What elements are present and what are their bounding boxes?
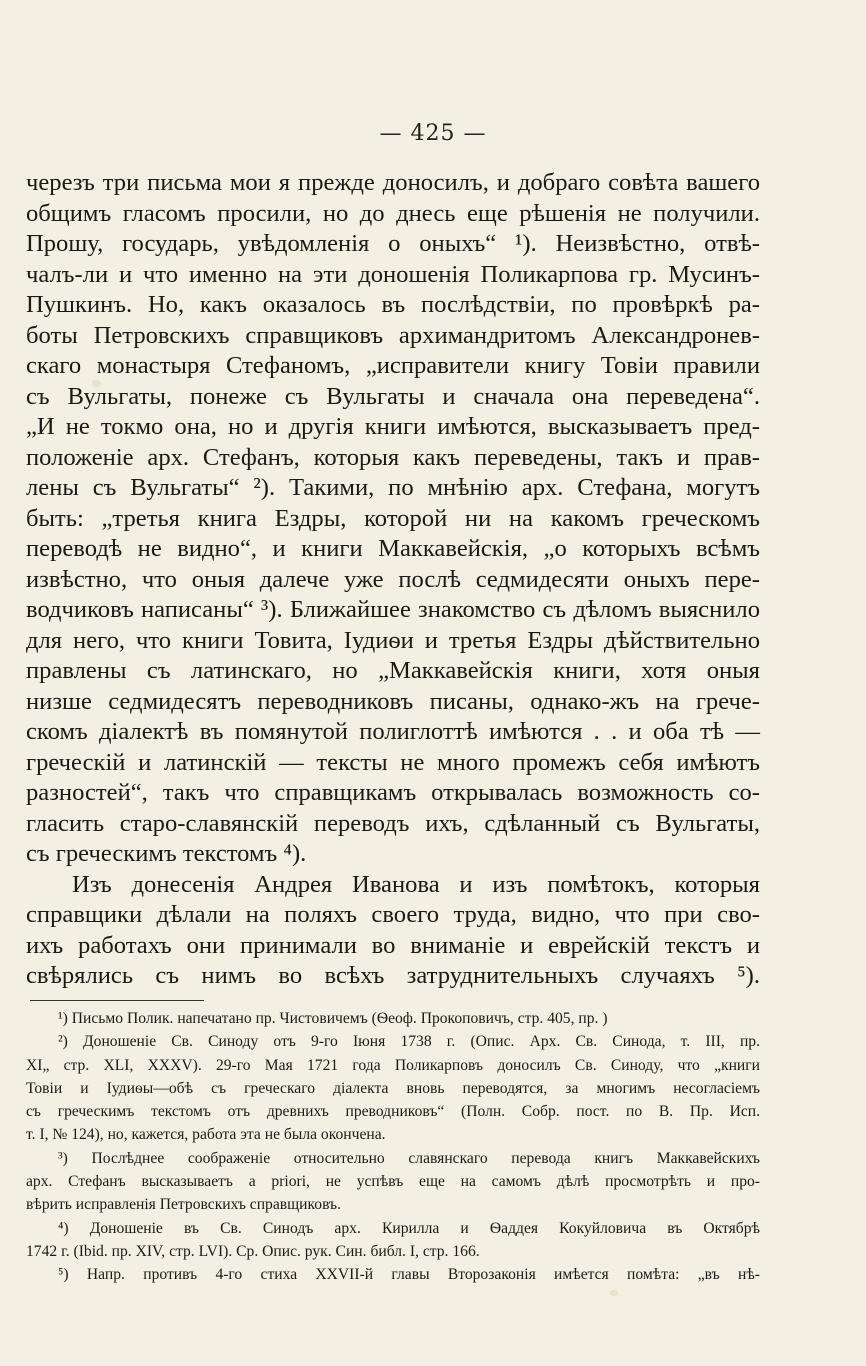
text-line: Пушкинъ. Но, какъ оказалось въ послѣдствіи, по провѣркѣ ра- (26, 291, 760, 318)
text-line: Изъ донесенія Андрея Иванова и изъ помѣтокъ, которыя (72, 870, 760, 898)
text-line: „И не токмо она, но и другія книги имѣются, высказываетъ пред- (26, 413, 760, 440)
text-line: правлены съ латинскаго, но „Маккавейскія книги, хотя оныя (26, 657, 760, 684)
footnote-line: 1742 г. (Ibid. пр. XIV, стр. LVI). Ср. Опис. рук. Син. библ. I, стр. 166. (26, 1242, 480, 1260)
page-number: — 425 — (379, 121, 487, 146)
text-line: чалъ-ли и что именно на эти доношенія Поликарпова гр. Мусинъ- (26, 260, 760, 288)
footnote-line: вѣрить исправленія Петровскихъ справщиковъ. (26, 1196, 342, 1214)
text-line: справщики дѣлали на поляхъ своего труда, видно, что при сво- (26, 901, 760, 928)
footnotes (26, 1007, 760, 1287)
text-line: для него, что книги Товита, Іудиѳи и третья Ездры дѣйствительно (26, 626, 760, 654)
footnote-line: ³) Послѣднее соображеніе относительно славянскаго перевода книгъ Маккавейскихъ (58, 1149, 760, 1167)
footnote-divider (30, 1000, 204, 1001)
text-line: лены съ Вульгаты“ ²). Такими, по мнѣнію арх. Стефана, могутъ (26, 474, 760, 501)
main-text (26, 168, 760, 992)
footnote-line: съ греческимъ текстомъ отъ древнихъ преводниковъ“ (Полн. Собр. пост. по В. Пр. Исп. (26, 1103, 760, 1121)
footnote-line: ²) Доношеніе Св. Синоду отъ 9-го Іюня 1738 г. (Опис. Арх. Св. Синода, т. III, пр. (58, 1033, 760, 1051)
text-line: водчиковъ написаны“ ³). Ближайшее знакомство съ дѣломъ выяснило (26, 596, 760, 623)
text-line: скомъ діалектѣ въ помянутой полиглоттѣ имѣются . . и оба тѣ — (26, 718, 760, 745)
text-line: разностей“, такъ что справщикамъ открывалась возможность со- (26, 779, 760, 806)
footnote-line: ⁴) Доношеніе въ Св. Синодъ арх. Кирилла и Ѳаддея Кокуйловича въ Октябрѣ (58, 1219, 760, 1237)
text-line: общимъ гласомъ просили, но до днесь еще рѣшенія не получили. (26, 199, 760, 227)
text-line: черезъ три письма мои я прежде доносилъ, и добраго совѣта вашего (26, 169, 760, 196)
paper-stain (610, 1290, 618, 1296)
text-line: свѣрялись съ нимъ во всѣхъ затруднительныхъ случаяхъ ⁵). (26, 962, 760, 989)
text-line: съ греческимъ текстомъ ⁴). (26, 840, 307, 867)
text-line: извѣстно, что оныя далече уже послѣ седмидесяти оныхъ пере- (26, 565, 760, 593)
footnote-line: ⁵) Напр. противъ 4-го стиха XXVII-й главы Второзаконія имѣется помѣта: „въ нѣ- (58, 1266, 760, 1284)
text-line: Прошу, государь, увѣдомленія о оныхъ“ ¹). Неизвѣстно, отвѣ- (26, 230, 760, 257)
footnote-line: Товіи и Іудиѳы—обѣ съ греческаго діалекта вновь переводятся, за многимъ несогласіемъ (26, 1079, 760, 1097)
text-line: быть: „третья книга Ездры, которой ни на какомъ греческомъ (26, 504, 760, 532)
text-line: гласить старо-славянскій переводъ ихъ, сдѣланный съ Вульгаты, (26, 809, 760, 837)
footnote-line: арх. Стефанъ высказываетъ a priori, не успѣвъ еще на самомъ дѣлѣ просмотрѣть и про- (26, 1173, 760, 1191)
footnote-line: т. I, № 124), но, кажется, работа эта не была окончена. (26, 1126, 386, 1144)
text-line: ихъ работахъ они принимали во вниманіе и еврейскій текстъ и (26, 931, 760, 959)
text-line: съ Вульгаты, понеже съ Вульгаты и сначала она переведена“. (26, 382, 760, 410)
text-line: греческій и латинскій — тексты не много промежъ себя имѣютъ (26, 748, 760, 776)
footnote-line: XI„ стр. XLI, XXXV). 29-го Мая 1721 года Поликарповъ доносилъ Св. Синоду, что „книги (26, 1056, 760, 1074)
text-line: переводѣ не видно“, и книги Маккавейскія, „о которыхъ всѣмъ (26, 535, 760, 562)
text-line: положеніе арх. Стефанъ, которыя какъ переведены, такъ и прав- (26, 443, 760, 471)
footnote-line: ¹) Письмо Полик. напечатано пр. Чистовичемъ (Ѳеоф. Прокоповичъ, стр. 405, пр. ) (58, 1010, 608, 1027)
text-line: низше седмидесятъ переводниковъ писаны, однако-жъ на грече- (26, 687, 760, 715)
text-line: боты Петровскихъ справщиковъ архимандритомъ Александронев- (26, 321, 760, 349)
text-line: скаго монастыря Стефаномъ, „исправители книгу Товіи правили (26, 352, 760, 379)
